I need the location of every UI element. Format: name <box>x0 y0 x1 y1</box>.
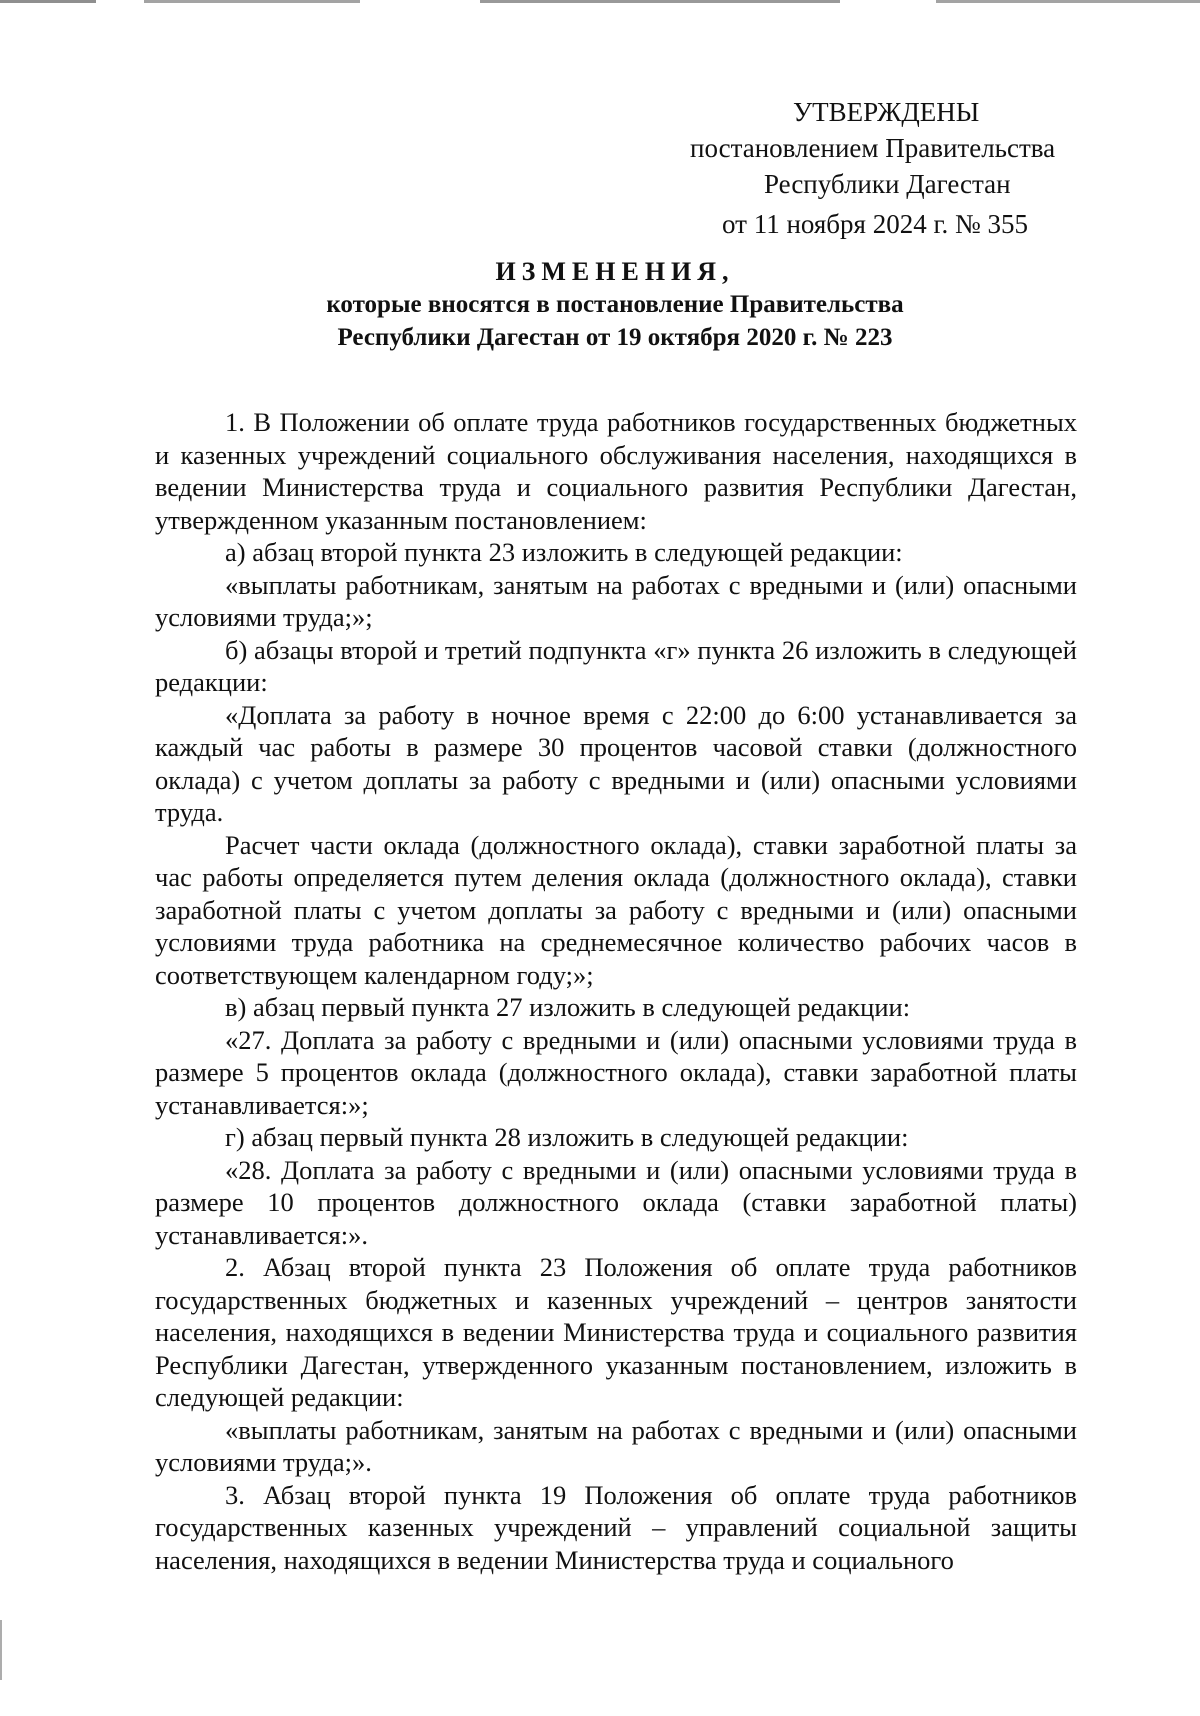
paragraph-8: «27. Доплата за работу с вредными и (или) опасными условиями труда в размере 5 процентов оклада (должностного оклада), ставки заработной платы устанавливается:»; <box>155 1024 1077 1120</box>
paragraph-11: 2. Абзац второй пункта 23 Положения об оплате труда работников государственных бюджетных и казенных учреждений – центров занятости населения, находящихся в ведении Министерства труда и социального развития Республики Дагестан, утвержденного указанным постановлением, изложить в следующей редакции: <box>155 1252 1077 1412</box>
paragraph-12: «выплаты работникам, занятым на работах с вредными и (или) опасными условиями труда;». <box>155 1414 1077 1477</box>
approval-stamp-block <box>640 94 1110 242</box>
approval-line-resolution: постановлением Правительства <box>690 133 1056 163</box>
document-title <box>155 255 1075 354</box>
document-body <box>155 406 1077 1576</box>
title-line-3: Республики Дагестан от 19 октября 2020 г. № 223 <box>337 324 893 351</box>
paragraph-2: а) абзац второй пункта 23 изложить в следующей редакции: <box>225 537 903 567</box>
approval-line-republic: Республики Дагестан <box>764 169 1011 199</box>
paragraph-1: 1. В Положении об оплате труда работников государственных бюджетных и казенных учреждений социального обслуживания населения, находящихся в ведении Министерства труда и социального развития Республики Дагестан, утвержденном указанным постановлением: <box>155 407 1077 535</box>
paragraph-3: «выплаты работникам, занятым на работах с вредными и (или) опасными условиями труда;»; <box>155 569 1077 632</box>
paragraph-13: 3. Абзац второй пункта 19 Положения об оплате труда работников государственных казенных учреждений – управлений социальной защиты населения, находящихся в ведении Министерства труда и социального <box>155 1479 1077 1575</box>
title-line-2: которые вносятся в постановление Правительства <box>326 291 904 318</box>
approval-line-approved: УТВЕРЖДЕНЫ <box>793 97 980 127</box>
scan-margin-mark <box>0 1620 2 1680</box>
paragraph-10: «28. Доплата за работу с вредными и (или) опасными условиями труда в размере 10 процентов должностного оклада (ставки заработной платы) устанавливается:». <box>155 1154 1077 1250</box>
paragraph-9: г) абзац первый пункта 28 изложить в следующей редакции: <box>225 1122 909 1152</box>
paragraph-7: в) абзац первый пункта 27 изложить в следующей редакции: <box>225 992 911 1022</box>
paragraph-4: б) абзацы второй и третий подпункта «г» пункта 26 изложить в следующей редакции: <box>155 634 1077 697</box>
paragraph-6: Расчет части оклада (должностного оклада), ставки заработной платы за час работы определяется путем деления оклада (должностного оклада), ставки заработной платы с учетом доплаты за работу с вредными и (или) опасными условиями труда работника на среднемесячное количество рабочих часов в соответствующем календарном году;»; <box>155 829 1077 990</box>
title-heading: ИЗМЕНЕНИЯ, <box>495 257 735 286</box>
approval-line-date-number: от 11 ноября 2024 г. № 355 <box>722 209 1028 239</box>
paragraph-5: «Доплата за работу в ночное время с 22:00 до 6:00 устанавливается за каждый час работы в размере 30 процентов часовой ставки (должностного оклада) с учетом доплаты за работу с вредными и (или) опасными условиями труда. <box>155 699 1077 827</box>
scan-edge-marks <box>0 0 1200 3</box>
